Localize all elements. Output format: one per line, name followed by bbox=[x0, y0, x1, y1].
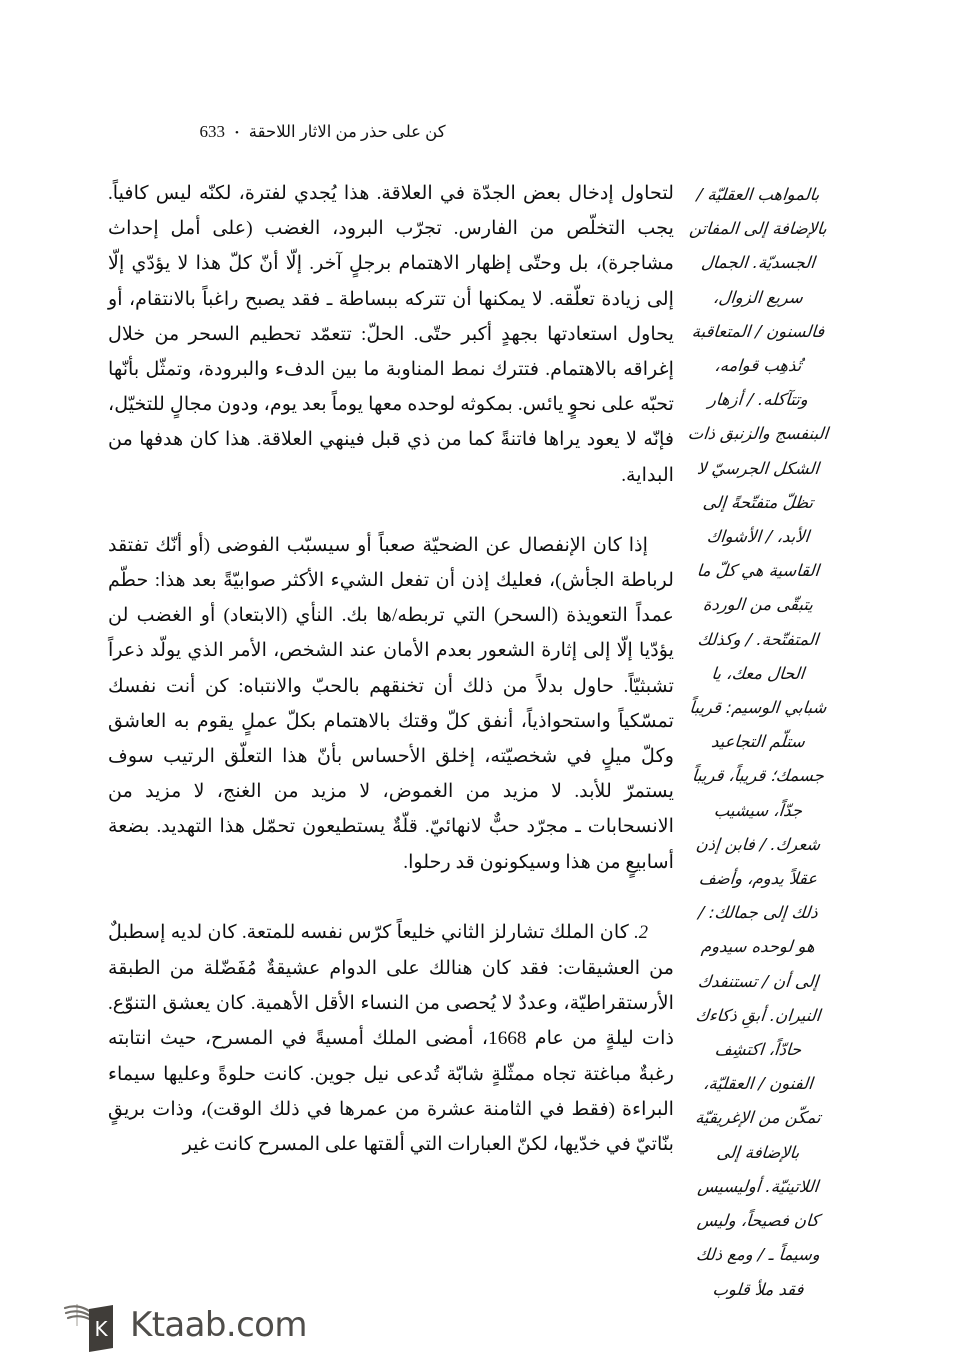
body-paragraph: إذا كان الإنفصال عن الضحيّة صعباً أو سيسبّب الفوضى (أو أنّك تفتقد لرباطة الجأش)، فعليك إذن أن تفعل الشيء الأكثر صوابيّةً بعد هذا: حطّم عمداً التعويذة (السحر) التي تربطه/ها بك. النأي (الابتعاد) أو الغضب لن يؤدّيا إلّا إلى إثارة الشعور بعدم الأمان عند الشخص، الأمر الذي يولّد ذعراً تشبثيّاً. حاول بدلاً من ذلك أن تخنقهم بالحبّ والانتباه: كن أنت نفسك تمسّكياً واستحواذياً، أنفق كلّ وقتك بالاهتمام بكلّ عملٍ يقوم به العاشق وكلّ ميلٍ في شخصيّته، إخلق الأحساس بأنّ هذا التعلّق الرتيب سوف يستمرّ للأبد. لا مزيد من الغموض، لا مزيد من الغنج، لا مزيد من الانسحابات ـ مجرّد حبٌّ لانهائيّ. قلّةٌ يستطيعون تحمّل هذا التهديد. بضعة أسابيعٍ من هذا وسيكونون قد رحلوا. bbox=[108, 534, 674, 873]
page-body bbox=[96, 176, 871, 1299]
margin-note-line: ستلّم التجاعيد bbox=[710, 732, 806, 752]
margin-note-line: جسمك؛ قريباً، قريباً bbox=[691, 766, 825, 786]
margin-note-column bbox=[674, 176, 842, 1307]
margin-note-line: فقد ملأ قلوب bbox=[711, 1279, 805, 1299]
page-number: 633 bbox=[199, 122, 225, 141]
margin-note-line: وسيماً ـ / ومع ذلك bbox=[695, 1245, 821, 1265]
running-head-inner bbox=[199, 122, 445, 142]
running-head-separator-dot: • bbox=[234, 126, 239, 139]
margin-note-line: جدّاً، سيشيب bbox=[713, 800, 803, 820]
margin-note-line: يتبقّى من الوردة bbox=[702, 595, 814, 615]
margin-note-line: اللاتينيّة. أوليسيس bbox=[696, 1176, 820, 1196]
margin-note-line: المتفتّحة. / وكذلك bbox=[696, 629, 820, 649]
book-icon-letter: K bbox=[94, 1317, 108, 1341]
margin-note-line: تظلّ متفتّحةً إلى bbox=[702, 492, 815, 512]
main-text-column bbox=[96, 176, 674, 1162]
margin-note-line: الشكل الجرسيّ لا bbox=[696, 458, 820, 478]
margin-note-line: شعرك. / فابن إذن bbox=[695, 834, 822, 854]
margin-note-line: الجسديّة. الجمال bbox=[700, 253, 816, 273]
margin-note-line: الأبد، / الأشواك bbox=[705, 527, 811, 547]
margin-note-line: بالإضافة إلى bbox=[715, 1142, 801, 1162]
margin-note-line: بالمواهب العقليّة / bbox=[695, 185, 821, 204]
book-icon bbox=[62, 1294, 118, 1356]
margin-note-line: سريع الزوال، bbox=[712, 287, 804, 307]
margin-note-line: ذلك إلى جمالك: / bbox=[697, 903, 819, 923]
margin-note-line: إلى أن / تستنفدك bbox=[697, 971, 820, 991]
margin-note-line: القاسية هي كلّ ما bbox=[696, 561, 820, 581]
running-head bbox=[0, 122, 955, 148]
numbered-paragraph-text: كان الملك تشارلز الثاني خليعاً كرّس نفسه للمتعة. كان لديه إسطبلٌ من العشيقات: فقد كان هنالك على الدوام عشيقةٌ مُفَضّلة من الطبقة الأرستقراطيّة، وعددٌ لا يُحصى من النساء الأقل الأهمية. كان يعشق التنوّع. ذات ليلةٍ من عام 1668، أمضى الملك أمسيةً في المسرح، حيث انتابته رغبةٌ مباغتة تجاه ممثّلةٍ شابّة تُدعى نيل جوين. كانت حلوةً وعليها سيماء البراءة (فقط في الثامنة عشرة من عمرها في ذلك الوقت)، وذات بريقٍ بنّاتيّ في خدّيها، لكنّ العبارات التي ألقتها على المسرح كانت غير bbox=[108, 921, 674, 1156]
margin-note-line: بالإضافة إلى المفاتن bbox=[688, 219, 828, 239]
margin-note-line: شبابي الوسيم: قريباً bbox=[688, 698, 828, 718]
ktaab-watermark[interactable] bbox=[62, 1294, 307, 1356]
margin-note-line: الفنون / العقليّة، bbox=[702, 1074, 814, 1094]
body-paragraph: لتحاول إدخال بعض الجدّة في العلاقة. هذا يُجدي لفترة، لكنّه ليس كافياً. يجب التخلّص من الفارس. تجرّب البرود، الغضب (على أمل إحداث مشاجرة)، بل وحتّى إظهار الاهتمام برجلٍ آخر. إلّا أنّ كلّ هذا لا يؤدّي إلّا إلى زيادة تعلّقه. لا يمكنها أن تتركه ببساطة ـ فقد يصبح راغباً بالانتقام، أو يحاول استعادتها بجهدٍ أكبر حتّى. الحلّ: تتعمّد تحطيم السحر من خلال إغراقه بالاهتمام. فتترك نمط المناوبة ما بين الدفء والبرودة، وتمثّل بأنّها تحبّه على نحوٍ يائس. بمكوثه لوحده معها يوماً بعد يوم، ودون مجالٍ للتخيّل، فإنّه لا يعود يراها فاتنةً كما من ذي قبل فينهي العلاقة. هذا كان هدفها من البداية. bbox=[108, 183, 674, 486]
watermark-label: Ktaab.com bbox=[130, 1305, 307, 1345]
margin-note-line: فالسنون / المتعاقبة bbox=[691, 321, 826, 341]
margin-note-line: تمكّن من الإغريقيّة bbox=[694, 1108, 822, 1128]
margin-note-line: النيران. أبقِ ذكاءك bbox=[694, 1005, 822, 1025]
margin-note-line: حادّاً، اكتشِف bbox=[714, 1040, 803, 1060]
margin-note-line: وتتآكله. / أزهار bbox=[707, 390, 809, 410]
paragraph-number: 2. bbox=[634, 922, 648, 943]
margin-note-line: تُذهِب قوامه، bbox=[713, 356, 803, 376]
margin-note-line: كان فصيحاً، وليس bbox=[696, 1211, 820, 1231]
margin-note-line: عقلاً يدوم، وأضف bbox=[698, 869, 818, 889]
margin-note-line: هو لوحده سيدوم bbox=[700, 937, 816, 957]
margin-note-line: البنفسج والزنبق ذات bbox=[687, 424, 830, 444]
margin-note-line: الحال معك، يا bbox=[710, 663, 806, 683]
running-head-title: كن على حذر من الاثار اللاحقة bbox=[248, 122, 446, 141]
numbered-paragraph bbox=[108, 915, 674, 1162]
